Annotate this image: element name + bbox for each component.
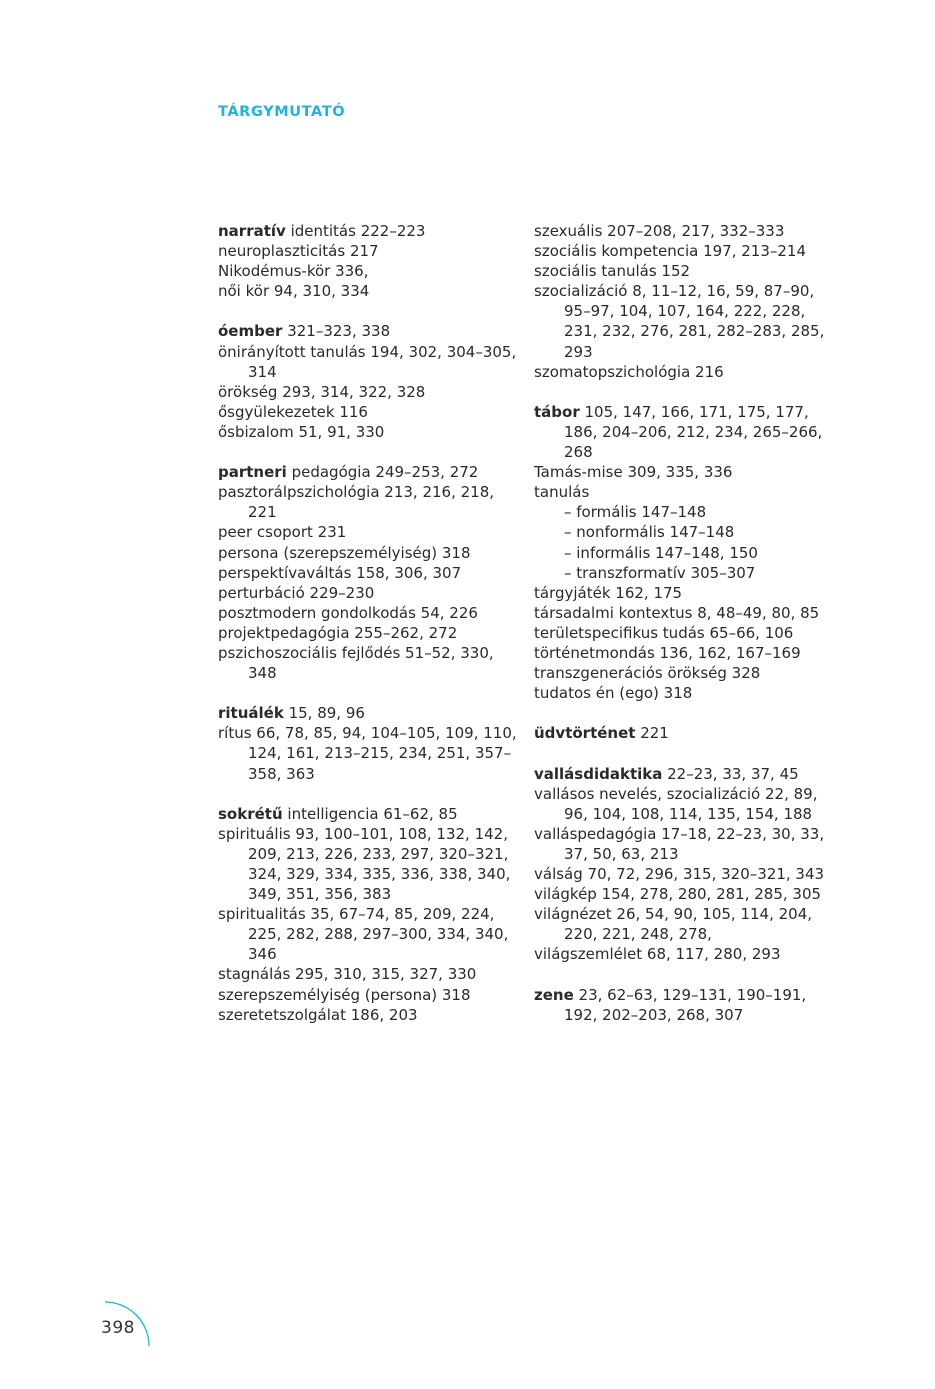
index-entry [218,261,518,281]
index-entry [218,482,518,522]
index-subentry [534,563,834,583]
index-entry-text: – formális 147–148 [564,503,707,522]
index-letter-keyword: tábor [534,402,580,421]
index-entry-text: pszichoszociális fejlődés 51–52, 330, 348 [218,643,494,683]
index-letter-keyword: vallásdidaktika [534,764,663,783]
section-gap [218,683,518,703]
index-entry-text: világszemlélet 68, 117, 280, 293 [534,945,781,964]
index-entry-text: ősbizalom 51, 91, 330 [218,422,385,441]
index-entry-text: valláspedagógia 17–18, 22–23, 30, 33, 37, 50, 63, 213 [534,824,825,863]
index-column-right [534,221,834,1025]
index-entry-text: rítus 66, 78, 85, 94, 104–105, 109, 110, 124, 161, 213–215, 234, 251, 357–358, 363 [218,724,517,783]
index-column-left [218,221,518,1025]
index-entry [218,281,518,301]
index-entry [534,683,834,703]
index-entry [534,884,834,904]
index-entry-text: szociális kompetencia 197, 213–214 [534,242,806,261]
index-entry [218,985,518,1005]
index-entry-text: Tamás-mise 309, 335, 336 [534,463,733,482]
index-entry-text: 22–23, 33, 37, 45 [662,764,799,783]
index-entry [534,482,834,502]
index-subentry [534,522,834,542]
index-entry [218,904,518,964]
index-entry [534,643,834,663]
index-entry [218,804,518,824]
index-entry [534,663,834,683]
index-entry-text: – informális 147–148, 150 [564,543,758,562]
index-entry [534,824,834,864]
index-entry-text: szerepszemélyiség (persona) 318 [218,985,471,1004]
index-entry [218,382,518,402]
index-entry [218,603,518,623]
index-entry-text: peer csoport 231 [218,523,347,542]
index-entry [218,643,518,683]
page-number: 398 [101,1318,135,1338]
index-entry-text: intelligencia 61–62, 85 [282,804,458,823]
index-entry-text: neuroplaszticitás 217 [218,242,379,261]
index-letter-keyword: zene [534,985,574,1004]
index-entry [534,402,834,462]
index-entry [534,462,834,482]
index-entry [534,362,834,382]
index-entry [218,1005,518,1025]
index-entry-text: – nonformális 147–148 [564,523,735,542]
index-entry-text: tanulás [534,483,590,502]
index-letter-keyword: sokrétű [218,804,283,823]
page-header-title: TÁRGYMUTATÓ [218,104,346,120]
index-entry-text: perspektívaváltás 158, 306, 307 [218,563,462,582]
index-entry [218,723,518,783]
index-entry [534,784,834,824]
index-entry [218,221,518,241]
index-entry [218,964,518,984]
index-entry-text: történetmondás 136, 162, 167–169 [534,643,801,662]
index-entry-text: 15, 89, 96 [283,704,365,723]
index-entry [218,522,518,542]
index-entry [218,703,518,723]
index-entry [218,462,518,482]
index-entry-text: pasztorálpszichológia 213, 216, 218, 221 [218,483,495,522]
index-entry-text: 321–323, 338 [282,322,391,341]
section-gap [218,442,518,462]
index-entry-text: Nikodémus-kör 336, [218,262,369,281]
index-entry-text: 105, 147, 166, 171, 175, 177, 186, 204–206, 212, 234, 265–266, 268 [564,402,823,462]
index-entry-text: tudatos én (ego) 318 [534,684,693,703]
index-entry-text: világnézet 26, 54, 90, 105, 114, 204, 220, 221, 248, 278, [534,905,813,944]
section-gap [218,301,518,321]
index-entry-text: transzgenerációs örökség 328 [534,664,761,683]
index-entry-text: társadalmi kontextus 8, 48–49, 80, 85 [534,603,820,622]
index-entry [534,241,834,261]
index-entry [534,764,834,784]
index-entry [218,321,518,341]
index-entry [534,944,834,964]
index-entry-text: – transzformatív 305–307 [564,563,756,582]
index-entry [534,985,834,1025]
index-entry [218,241,518,261]
index-entry-text: vallásos nevelés, szocializáció 22, 89, 96, 104, 108, 114, 135, 154, 188 [534,784,818,823]
index-entry-text: persona (szerepszemélyiség) 318 [218,543,471,562]
index-letter-keyword: partneri [218,463,287,482]
index-letter-keyword: narratív [218,222,286,240]
index-letter-keyword: rituálék [218,704,284,723]
index-entry-text: szocializáció 8, 11–12, 16, 59, 87–90, 95–97, 104, 107, 164, 222, 228, 231, 232, 276, 281, 282–283, 285, 293 [534,282,825,361]
index-entry-text: spiritualitás 35, 67–74, 85, 209, 224, 225, 282, 288, 297–300, 334, 340, 346 [218,905,509,964]
index-entry-text: pedagógia 249–253, 272 [286,463,479,482]
section-gap [534,964,834,984]
index-entry-text: női kör 94, 310, 334 [218,282,370,301]
index-letter-keyword: óember [218,322,283,341]
index-letter-keyword: üdvtörténet [534,724,636,743]
section-gap [534,703,834,723]
index-entry [534,603,834,623]
index-entry [218,623,518,643]
index-entry-text: perturbáció 229–230 [218,583,375,602]
index-entry [534,623,834,643]
section-gap [534,382,834,402]
index-entry-text: önirányított tanulás 194, 302, 304–305, 314 [218,342,517,381]
index-entry-text: ősgyülekezetek 116 [218,402,368,421]
index-entry-text: szexuális 207–208, 217, 332–333 [534,222,785,240]
index-entry [534,723,834,743]
index-subentry [534,502,834,522]
index-entry-text: szeretetszolgálat 186, 203 [218,1005,418,1024]
index-entry-text: posztmodern gondolkodás 54, 226 [218,603,478,622]
index-entry-text: identitás 222–223 [285,222,426,240]
index-entry [534,261,834,281]
section-gap [534,743,834,763]
index-entry [534,904,834,944]
index-entry [218,342,518,382]
index-entry-text: területspecifikus tudás 65–66, 106 [534,623,794,642]
index-entry-text: világkép 154, 278, 280, 281, 285, 305 [534,885,822,904]
index-entry [218,422,518,442]
index-entry-text: 221 [635,724,669,743]
index-entry-text: szociális tanulás 152 [534,262,691,281]
index-entry [534,221,834,241]
index-entry-text: stagnálás 295, 310, 315, 327, 330 [218,965,477,984]
index-entry-text: szomatopszichológia 216 [534,362,724,381]
index-entry-text: 23, 62–63, 129–131, 190–191, 192, 202–203, 268, 307 [564,985,807,1024]
index-entry [534,583,834,603]
index-entry-text: tárgyjáték 162, 175 [534,583,683,602]
index-subentry [534,543,834,563]
index-entry-text: válság 70, 72, 296, 315, 320–321, 343 [534,865,825,883]
index-entry [218,543,518,563]
index-entry [218,824,518,904]
index-entry-text: projektpedagógia 255–262, 272 [218,623,458,642]
index-entry-text: örökség 293, 314, 322, 328 [218,382,426,401]
index-entry-text: spirituális 93, 100–101, 108, 132, 142, 209, 213, 226, 233, 297, 320–321, 324, 329, 334, 335, 336, 338, 340, 349, 351, 356, 383 [218,824,511,904]
section-gap [218,784,518,804]
index-entry [218,402,518,422]
index-entry [534,864,834,884]
index-entry [218,583,518,603]
index-entry [218,563,518,583]
index-entry [534,281,834,361]
